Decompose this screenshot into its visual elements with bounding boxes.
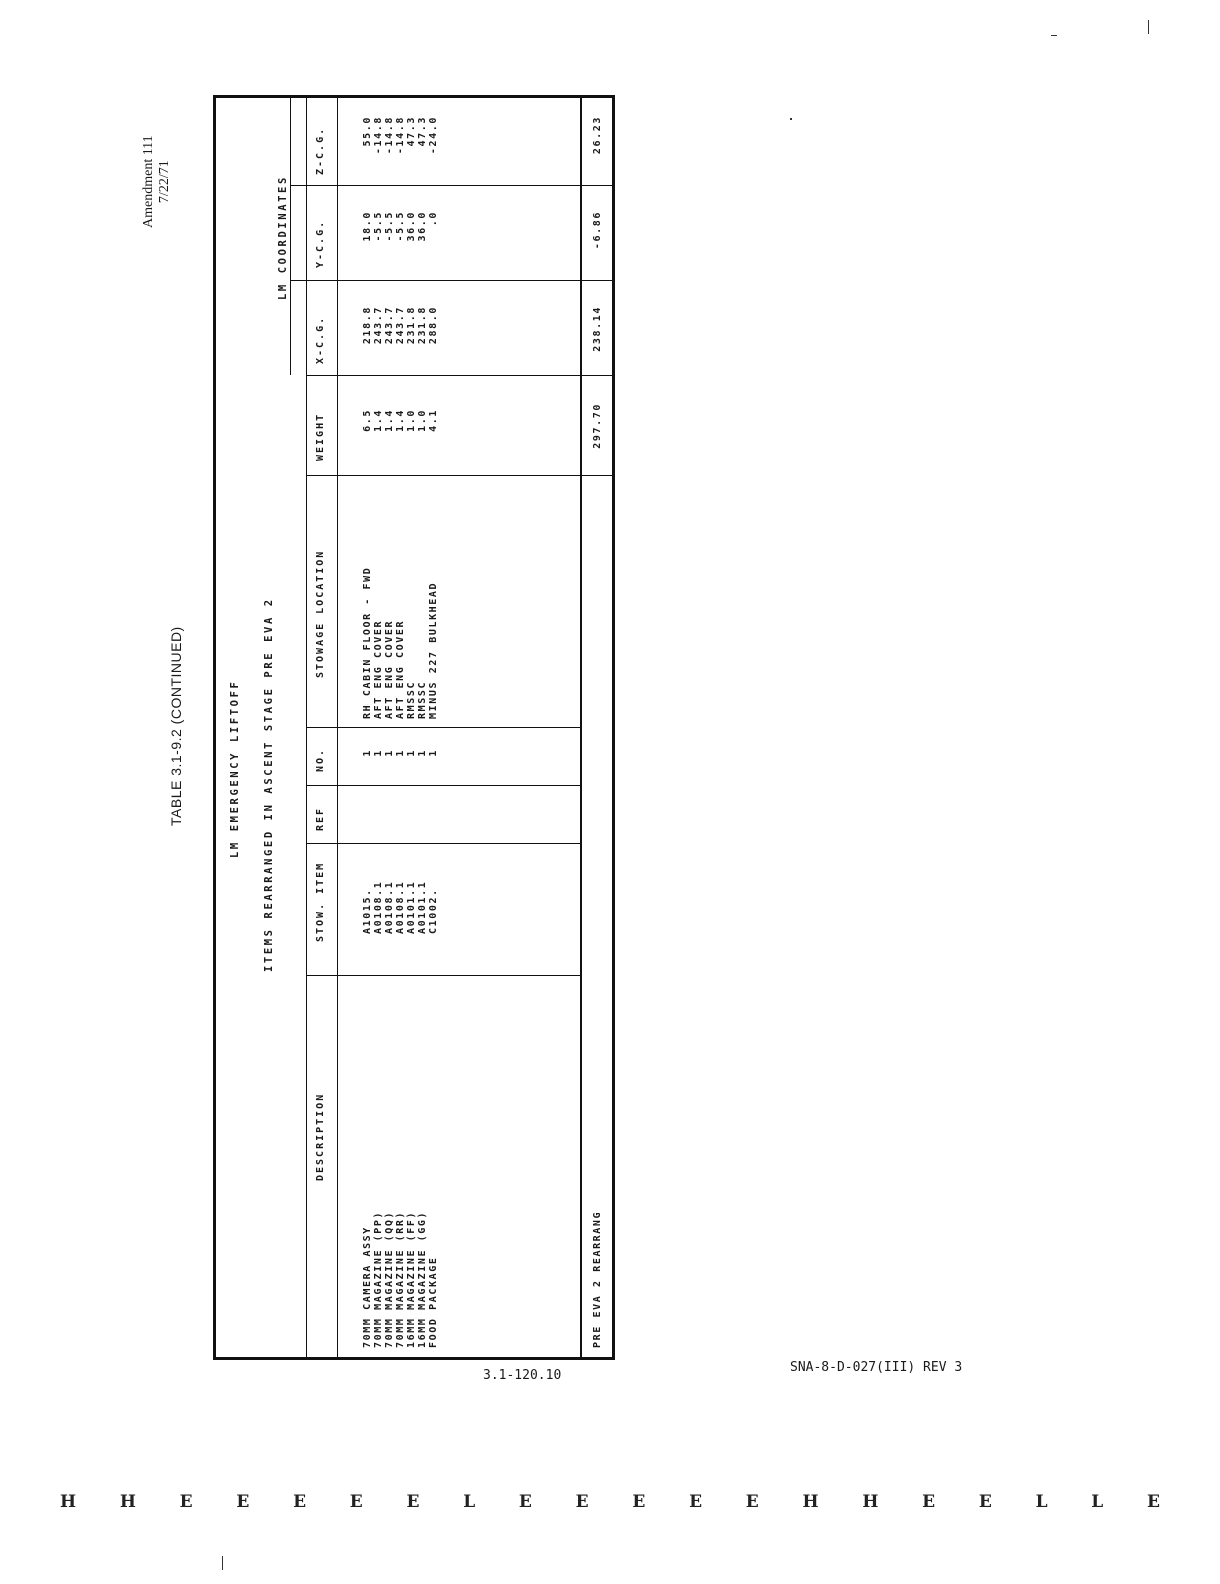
col-ref: REF: [315, 806, 326, 831]
table-row: 70MM MAGAZINE (PP): [373, 1210, 384, 1348]
table-row: RH CABIN FLOOR - FWD: [362, 566, 373, 719]
sep-location-weight: [306, 475, 615, 476]
table-row: 16MM MAGAZINE (FF): [406, 1210, 417, 1348]
ycg-column: [362, 211, 439, 271]
table-row: 36.0: [417, 211, 428, 242]
table-row: AFT ENG COVER: [395, 619, 406, 719]
table-row: -5.5: [384, 211, 395, 242]
table-row: A0101.1: [406, 880, 417, 934]
sep-desc-item: [306, 975, 581, 976]
table-row: AFT ENG COVER: [373, 619, 384, 719]
table-row: 55.0: [362, 116, 373, 147]
table-row: A0101.1: [417, 880, 428, 934]
stow-item-column: [362, 844, 439, 934]
sep-item-ref: [306, 843, 581, 844]
sep-weight-xcg: [306, 375, 615, 376]
edge-mark: E: [406, 1492, 420, 1512]
scan-mark: [1051, 35, 1057, 36]
edge-mark: L: [1035, 1492, 1048, 1512]
table-row: C1002.: [428, 888, 439, 934]
total-weight: 297.70: [592, 403, 603, 449]
table-row: 243.7: [395, 306, 406, 345]
col-stowage-location: STOWAGE LOCATION: [315, 549, 326, 678]
edge-marks: [60, 1492, 1160, 1512]
zcg-column: [362, 116, 439, 176]
table-row: 243.7: [373, 306, 384, 345]
sep-xcg-ycg: [290, 280, 615, 281]
table-row: 1.4: [395, 409, 406, 432]
col-zcg: Z-C.G.: [315, 126, 326, 175]
table-row: -14.8: [395, 116, 406, 155]
table-row: A1015.: [362, 888, 373, 934]
edge-mark: E: [922, 1492, 936, 1512]
scan-mark: [222, 1556, 223, 1570]
table-row: 1: [384, 749, 395, 757]
table-row: 36.0: [406, 211, 417, 242]
table-row: 1: [406, 749, 417, 757]
sep-no-location: [306, 727, 581, 728]
table-row: 47.3: [417, 116, 428, 147]
document-number: SNA-8-D-027(III) REV 3: [790, 1360, 963, 1375]
edge-mark: L: [1091, 1492, 1104, 1512]
table-row: A0108.1: [384, 880, 395, 934]
table-row: MINUS 227 BULKHEAD: [428, 581, 439, 719]
table-row: AFT ENG COVER: [384, 619, 395, 719]
edge-mark: E: [179, 1492, 193, 1512]
table-row: 70MM MAGAZINE (QQ): [384, 1210, 395, 1348]
table-row: RMSSC: [406, 680, 417, 719]
col-ycg: Y-C.G.: [315, 219, 326, 268]
page-number: 3.1-120.10: [483, 1368, 562, 1383]
table-row: 288.0: [428, 306, 439, 345]
table-row: 1: [362, 749, 373, 757]
table-row: 6.5: [362, 409, 373, 432]
total-xcg: 238.14: [592, 306, 603, 352]
table-row: 70MM MAGAZINE (RR): [395, 1210, 406, 1348]
scan-mark: [1148, 20, 1149, 34]
table-row: 16MM MAGAZINE (GG): [417, 1210, 428, 1348]
total-ycg: -6.86: [592, 211, 603, 250]
table-row: -5.5: [373, 211, 384, 242]
amendment-label: Amendment 111: [141, 135, 156, 228]
stowage-location-column: [362, 479, 439, 719]
table-row: 1.4: [384, 409, 395, 432]
sep-ycg-zcg: [290, 185, 615, 186]
table-row: 1: [417, 749, 428, 757]
edge-mark: E: [575, 1492, 589, 1512]
amendment-date: 7/22/71: [157, 160, 172, 204]
edge-mark: E: [689, 1492, 703, 1512]
col-xcg: X-C.G.: [315, 315, 326, 364]
table-row: .0: [428, 211, 439, 227]
edge-mark: H: [802, 1492, 819, 1512]
table-row: FOOD PACKAGE: [428, 1256, 439, 1348]
edge-mark: H: [862, 1492, 879, 1512]
coordinates-group-rule: [290, 95, 291, 375]
edge-mark: H: [60, 1492, 77, 1512]
edge-mark: E: [236, 1492, 250, 1512]
no-column: [362, 749, 439, 761]
edge-mark: E: [349, 1492, 363, 1512]
edge-mark: E: [1146, 1492, 1160, 1512]
coordinates-heading: LM COORDINATES: [277, 175, 289, 300]
table-heading-2: ITEMS REARRANGED IN ASCENT STAGE PRE EVA 2: [263, 597, 275, 972]
col-stow-item: STOW. ITEM: [315, 861, 326, 942]
table-row: 1.0: [406, 409, 417, 432]
edge-mark: E: [978, 1492, 992, 1512]
xcg-column: [362, 306, 439, 366]
edge-mark: E: [745, 1492, 759, 1512]
col-weight: WEIGHT: [315, 412, 326, 461]
table-row: 243.7: [384, 306, 395, 345]
table-row: -5.5: [395, 211, 406, 242]
edge-mark: E: [293, 1492, 307, 1512]
table-title: TABLE 3.1-9.2 (CONTINUED): [168, 626, 184, 826]
sep-ref-no: [306, 785, 581, 786]
amendment-note: [141, 135, 173, 228]
col-description: DESCRIPTION: [315, 1092, 326, 1181]
weight-column: [362, 409, 439, 459]
table-row: 231.8: [406, 306, 417, 345]
table-row: A0108.1: [373, 880, 384, 934]
table-row: 1: [428, 749, 439, 757]
total-label: PRE EVA 2 REARRANG: [592, 1210, 603, 1348]
table-row: 1.4: [373, 409, 384, 432]
table-row: 1: [373, 749, 384, 757]
table-row: -24.0: [428, 116, 439, 155]
table-heading-1: LM EMERGENCY LIFTOFF: [229, 679, 241, 858]
table-row: 218.8: [362, 306, 373, 345]
table-row: 70MM CAMERA ASSY: [362, 1226, 373, 1348]
scan-speck: [790, 118, 792, 120]
edge-mark: E: [632, 1492, 646, 1512]
table-row: -14.8: [373, 116, 384, 155]
table-row: 1.0: [417, 409, 428, 432]
description-column: [362, 1148, 439, 1348]
table-row: 1: [395, 749, 406, 757]
table-row: A0108.1: [395, 880, 406, 934]
table-row: -14.8: [384, 116, 395, 155]
table-row: RMSSC: [417, 680, 428, 719]
edge-mark: L: [463, 1492, 476, 1512]
edge-mark: E: [518, 1492, 532, 1512]
total-zcg: 26.23: [592, 116, 603, 155]
table-row: 4.1: [428, 409, 439, 432]
col-no: NO.: [315, 747, 326, 772]
table-row: 18.0: [362, 211, 373, 242]
table-row: 231.8: [417, 306, 428, 345]
table-row: 47.3: [406, 116, 417, 147]
edge-mark: H: [119, 1492, 136, 1512]
